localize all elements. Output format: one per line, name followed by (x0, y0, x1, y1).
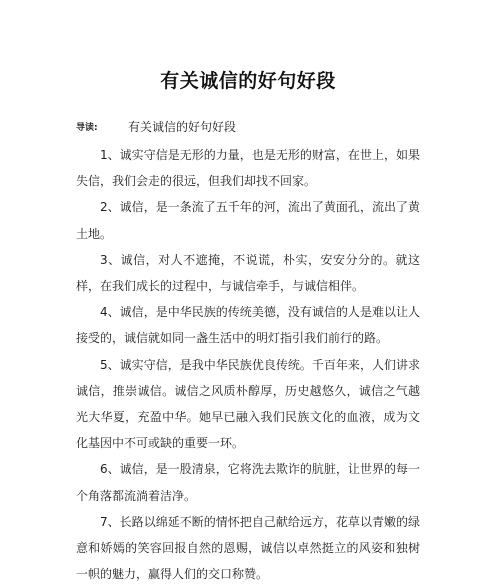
document-body (76, 142, 420, 587)
guide-text: 有关诚信的好句好段 (128, 119, 237, 134)
paragraph-6: 6、诚信，是一股清泉，它将洗去欺诈的肮脏，让世界的每一个角落都流淌着洁净。 (76, 462, 420, 503)
paragraph-4: 4、诚信，是中华民族的传统美德，没有诚信的人是难以让人接受的，诚信就如同一盏生活中的明灯指引我们前行的路。 (76, 305, 420, 346)
paragraph-3: 3、诚信，对人不遮掩，不说谎，朴实，安安分分的。就这样，在我们成长的过程中，与诚信牵手，与诚信相伴。 (76, 252, 420, 294)
paragraph-2: 2、诚信，是一条流了五千年的河，流出了黄面孔，流出了黄土地。 (76, 200, 420, 241)
guide-row (76, 117, 236, 135)
paragraph-1: 1、诚实守信是无形的力量，也是无形的财富，在世上，如果失信，我们会走的很远，但我们却找不回家。 (76, 148, 420, 189)
paragraph-5: 5、诚实守信，是我中华民族优良传统。千百年来，人们讲求诚信，推崇诚信。诚信之风质朴醇厚，历史越悠久，诚信之气越光大华夏，充盈中华。她早已融入我们民族文化的血液，成为文化基因中不可或缺的重要一环。 (76, 357, 420, 451)
guide-label: 导读: (76, 122, 98, 133)
document-title: 有关诚信的好句好段 (160, 70, 336, 92)
paragraph-7: 7、长路以绵延不断的情怀把自己献给远方，花草以青嫩的绿意和娇嫣的笑容回报自然的恩赐，诚信以卓然挺立的风姿和独树一帜的魅力，赢得人们的交口称赞。 (76, 514, 420, 582)
